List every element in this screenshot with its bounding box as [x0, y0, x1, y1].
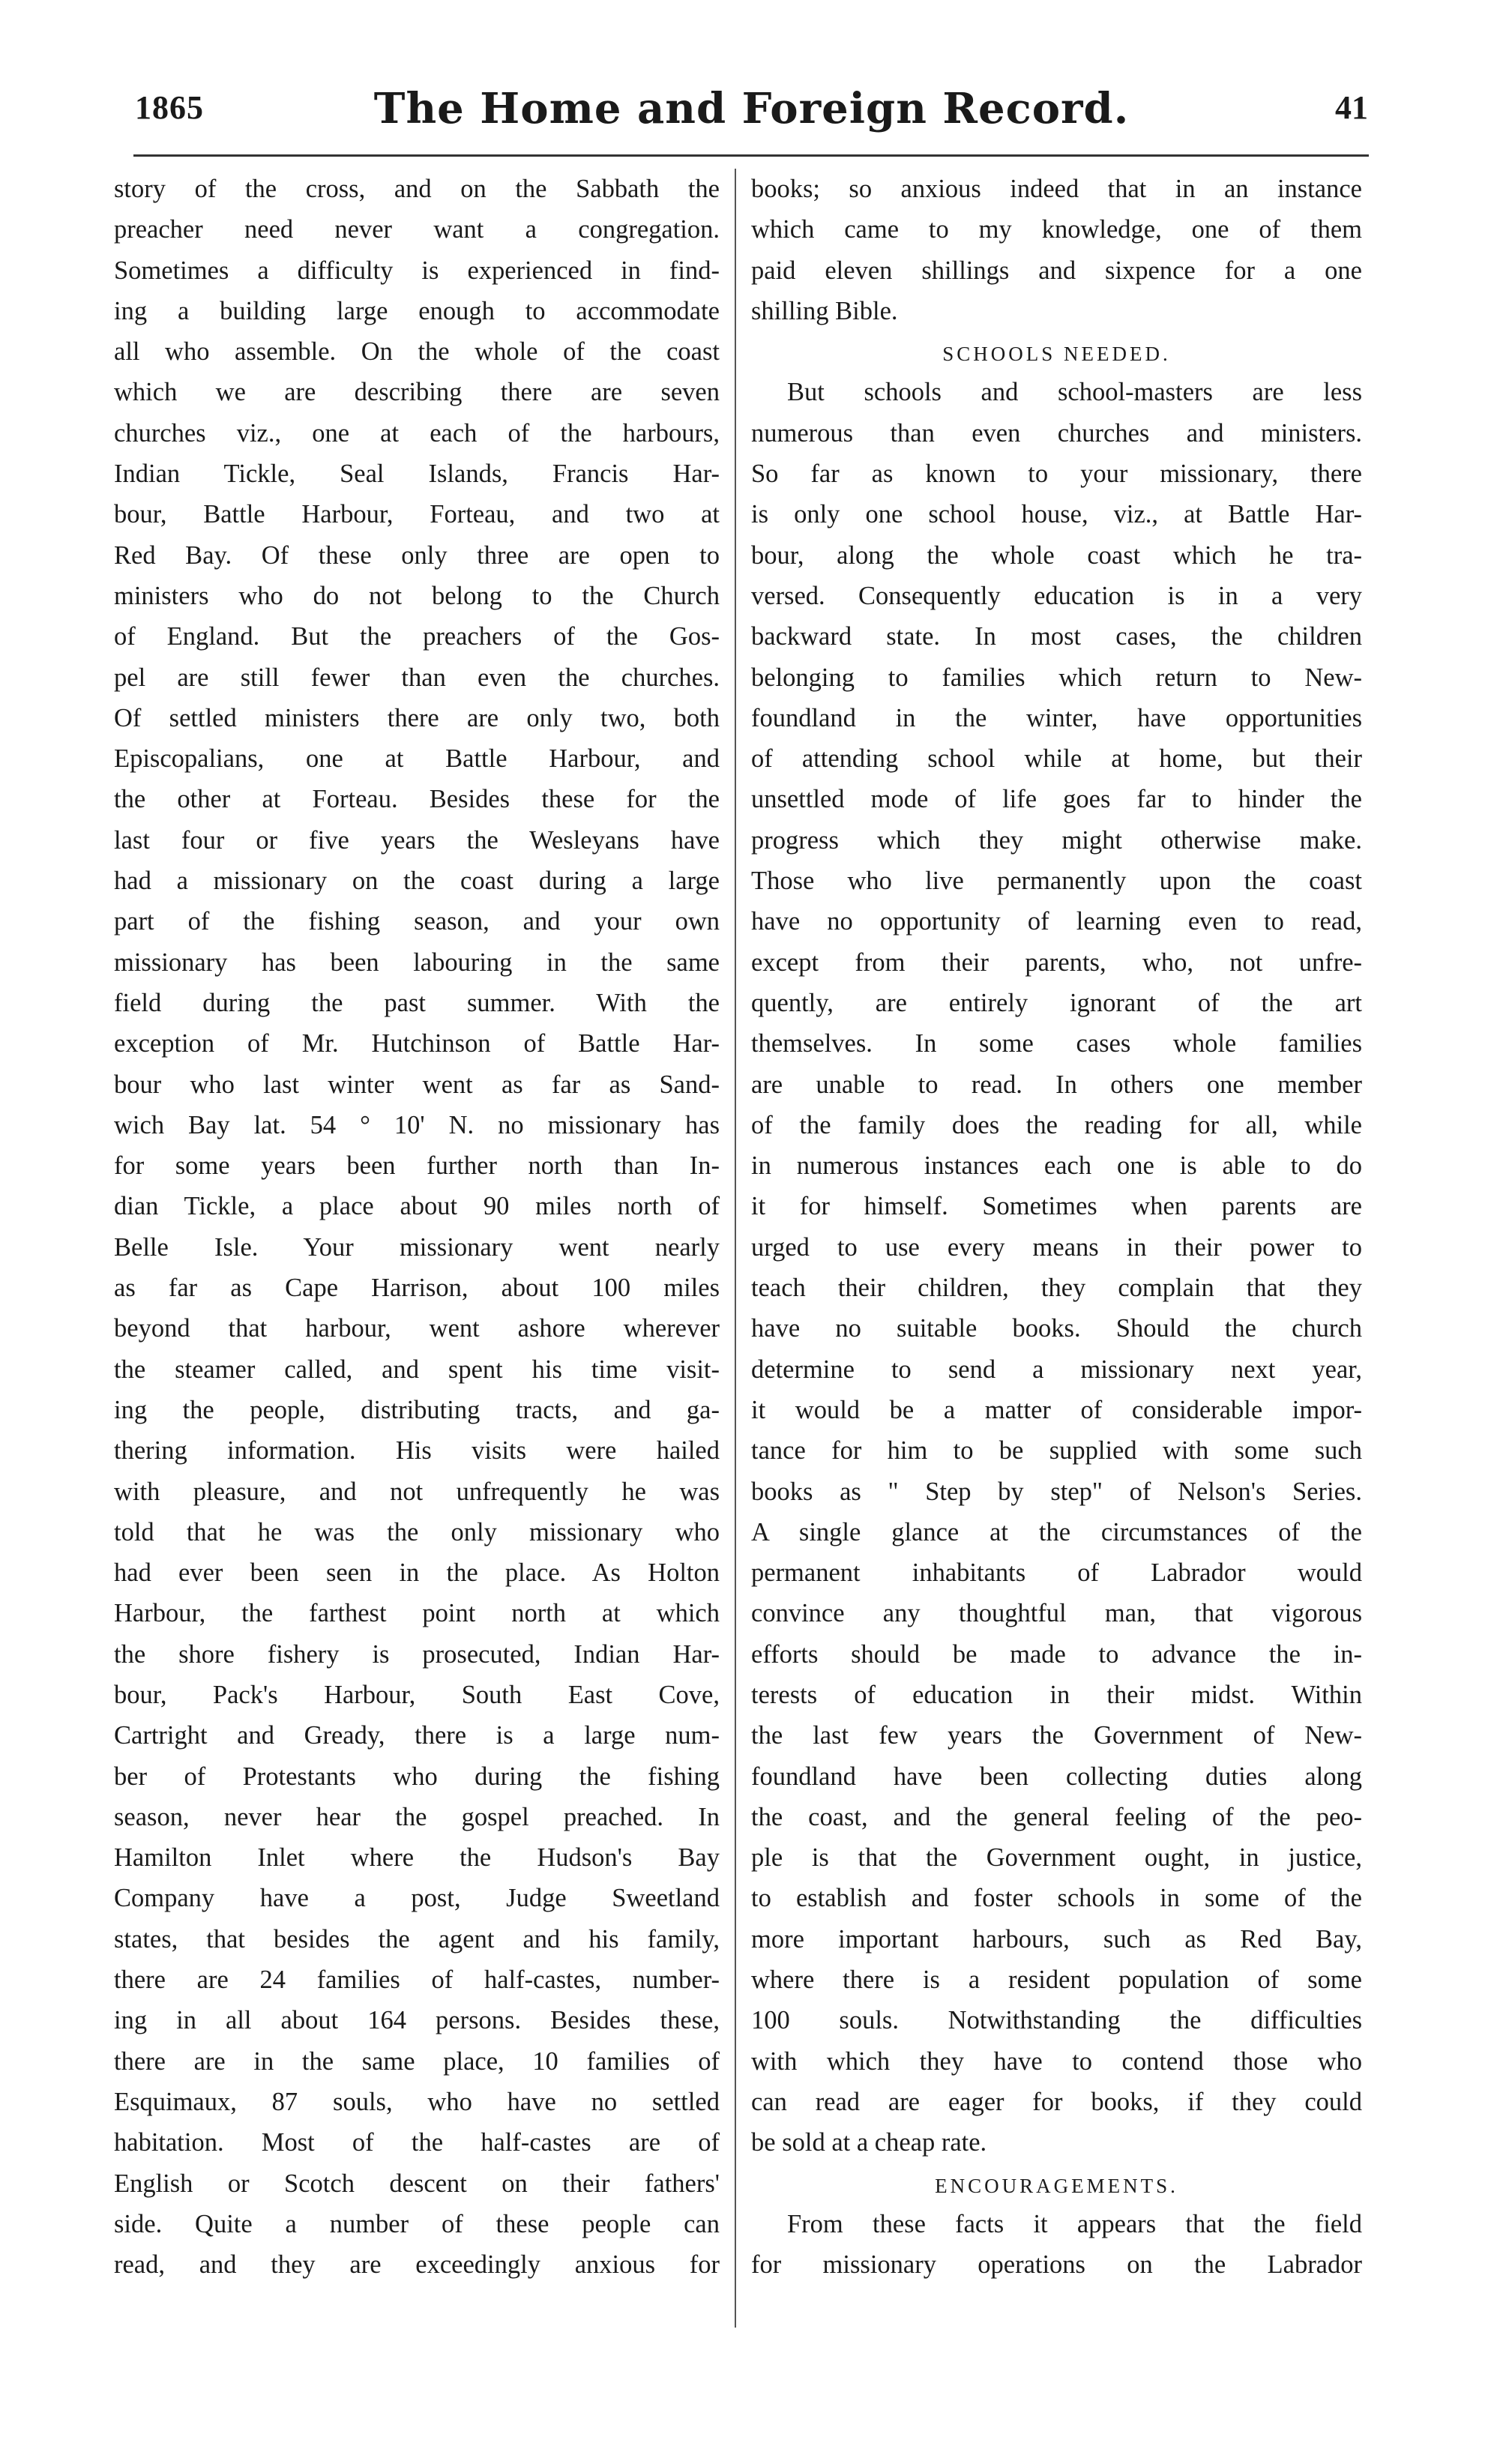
text-line: which came to my knowledge, one of them — [751, 215, 1362, 244]
journal-title: The Home and Foreign Record. — [373, 84, 1130, 133]
text-line: Harbour, the farthest point north at which — [114, 1599, 720, 1628]
text-line: bour who last winter went as far as Sand- — [114, 1070, 720, 1099]
text-line: numerous than even churches and ministers. — [751, 418, 1362, 448]
text-line: versed. Consequently education is in a very — [751, 581, 1362, 610]
text-line: which we are describing there are seven — [114, 378, 720, 407]
text-line: urged to use every means in their power to — [751, 1232, 1362, 1262]
text-line: of the family does the reading for all, while — [751, 1110, 1362, 1139]
text-line: of England. But the preachers of the Gos- — [114, 622, 720, 651]
text-line: had a missionary on the coast during a large — [114, 867, 720, 896]
column-divider — [735, 169, 736, 2328]
text-line: of attending school while at home, but their — [751, 744, 1362, 774]
text-line: story of the cross, and on the Sabbath the — [114, 175, 720, 203]
text-line: where there is a resident population of some — [751, 1966, 1362, 1995]
text-line: Belle Isle. Your missionary went nearly — [114, 1232, 720, 1262]
right-column — [751, 169, 1362, 2285]
section-heading-schools-needed: SCHOOLS NEEDED. — [942, 343, 1171, 366]
text-line: last four or five years the Wesleyans have — [114, 825, 720, 855]
text-line: paid eleven shillings and sixpence for a one — [751, 256, 1362, 285]
text-line: ministers who do not belong to the Church — [114, 581, 720, 610]
text-line: shilling Bible. — [751, 296, 898, 325]
text-line: are unable to read. In others one member — [751, 1070, 1362, 1099]
text-line: the last few years the Government of New- — [751, 1721, 1362, 1750]
text-line: read, and they are exceedingly anxious for — [114, 2250, 720, 2280]
text-line: ing a building large enough to accommodate — [114, 296, 720, 325]
text-line: belonging to families which return to New- — [751, 663, 1362, 692]
text-line: Indian Tickle, Seal Islands, Francis Har- — [114, 460, 720, 489]
header-year: 1865 — [135, 89, 204, 126]
text-line: in numerous instances each one is able to do — [751, 1151, 1362, 1181]
text-line: unsettled mode of life goes far to hinder the — [751, 785, 1362, 814]
text-line: the coast, and the general feeling of the peo- — [751, 1802, 1362, 1831]
text-line: it for himself. Sometimes when parents are — [751, 1192, 1362, 1221]
text-line: ple is that the Government ought, in justice, — [751, 1843, 1362, 1873]
text-line: permanent inhabitants of Labrador would — [751, 1558, 1362, 1588]
text-line: English or Scotch descent on their fathers' — [114, 2169, 720, 2198]
text-line: exception of Mr. Hutchinson of Battle Har- — [114, 1029, 720, 1058]
text-line: there are 24 families of half-castes, number- — [114, 1966, 720, 1995]
text-line: convince any thoughtful man, that vigorous — [751, 1599, 1362, 1628]
text-line: told that he was the only missionary who — [114, 1517, 720, 1546]
text-line: Episcopalians, one at Battle Harbour, and — [114, 744, 720, 774]
text-line: 100 souls. Notwithstanding the difficulties — [751, 2006, 1362, 2035]
text-line: side. Quite a number of these people can — [114, 2209, 720, 2238]
section-heading-encouragements: ENCOURAGEMENTS. — [935, 2174, 1178, 2197]
text-line: progress which they might otherwise make. — [751, 825, 1362, 855]
text-line: quently, are entirely ignorant of the art — [751, 988, 1362, 1017]
text-line: preacher need never want a congregation. — [114, 215, 720, 244]
text-line: Those who live permanently upon the coast — [751, 867, 1362, 896]
text-line: ing the people, distributing tracts, and ga- — [114, 1395, 720, 1424]
text-line: be sold at a cheap rate. — [751, 2128, 987, 2157]
text-line: books; so anxious indeed that in an instance — [751, 175, 1362, 203]
text-line: Hamilton Inlet where the Hudson's Bay — [114, 1843, 720, 1873]
text-line: Cartright and Gready, there is a large num- — [114, 1721, 720, 1750]
text-line: ing in all about 164 persons. Besides these, — [114, 2006, 720, 2035]
text-line: except from their parents, who, not unfre- — [751, 948, 1362, 977]
text-line: foundland have been collecting duties along — [751, 1762, 1362, 1791]
text-line: So far as known to your missionary, there — [751, 460, 1362, 489]
header-rule — [133, 154, 1369, 157]
text-line: churches viz., one at each of the harbours, — [114, 418, 720, 448]
text-line: beyond that harbour, went ashore wherever — [114, 1314, 720, 1343]
text-line: season, never hear the gospel preached. In — [114, 1802, 720, 1831]
text-line: habitation. Most of the half-castes are of — [114, 2128, 720, 2157]
text-line: dian Tickle, a place about 90 miles north of — [114, 1192, 720, 1221]
text-line: the other at Forteau. Besides these for the — [114, 785, 720, 814]
text-line: teach their children, they complain that they — [751, 1274, 1362, 1303]
text-line: with which they have to contend those who — [751, 2046, 1362, 2076]
text-line: more important harbours, such as Red Bay, — [751, 1924, 1362, 1954]
text-line: tance for him to be supplied with some such — [751, 1436, 1362, 1466]
text-line: field during the past summer. With the — [114, 988, 720, 1017]
text-line: A single glance at the circumstances of the — [751, 1517, 1362, 1546]
text-line: it would be a matter of considerable impor- — [751, 1395, 1362, 1424]
text-line: for some years been further north than In- — [114, 1151, 720, 1181]
text-line: terests of education in their midst. Within — [751, 1680, 1362, 1709]
text-line: had ever been seen in the place. As Holton — [114, 1558, 720, 1588]
text-line: But schools and school-masters are less — [787, 378, 1362, 407]
text-line: wich Bay lat. 54 ° 10' N. no missionary has — [114, 1110, 720, 1139]
text-line: with pleasure, and not unfrequently he was — [114, 1477, 720, 1506]
text-line: themselves. In some cases whole families — [751, 1029, 1362, 1058]
text-line: foundland in the winter, have opportunities — [751, 703, 1362, 732]
text-line: bour, Battle Harbour, Forteau, and two at — [114, 500, 720, 529]
text-line: the steamer called, and spent his time visit- — [114, 1355, 720, 1384]
text-line: thering information. His visits were hailed — [114, 1436, 720, 1466]
text-line: have no opportunity of learning even to read, — [751, 907, 1362, 936]
text-line: for missionary operations on the Labrador — [751, 2250, 1362, 2280]
text-line: Company have a post, Judge Sweetland — [114, 1884, 720, 1913]
text-line: to establish and foster schools in some of the — [751, 1884, 1362, 1913]
text-line: efforts should be made to advance the in- — [751, 1639, 1362, 1669]
text-line: pel are still fewer than even the churches. — [114, 663, 720, 692]
text-line: bour, along the whole coast which he tra- — [751, 540, 1362, 570]
running-header — [135, 84, 1368, 148]
text-line: Of settled ministers there are only two, both — [114, 703, 720, 732]
text-line: From these facts it appears that the field — [787, 2209, 1362, 2238]
left-column — [114, 169, 720, 2285]
text-line: all who assemble. On the whole of the coast — [114, 337, 720, 367]
text-line: the shore fishery is prosecuted, Indian Har- — [114, 1639, 720, 1669]
text-line: is only one school house, viz., at Battle Har- — [751, 500, 1362, 529]
text-line: can read are eager for books, if they could — [751, 2087, 1362, 2116]
text-line: part of the fishing season, and your own — [114, 907, 720, 936]
text-line: determine to send a missionary next year, — [751, 1355, 1362, 1384]
text-line: there are in the same place, 10 families of — [114, 2046, 720, 2076]
text-line: books as " Step by step" of Nelson's Series. — [751, 1477, 1362, 1506]
text-line: have no suitable books. Should the church — [751, 1314, 1362, 1343]
text-line: Esquimaux, 87 souls, who have no settled — [114, 2087, 720, 2116]
text-line: missionary has been labouring in the same — [114, 948, 720, 977]
text-line: backward state. In most cases, the children — [751, 622, 1362, 651]
text-line: Red Bay. Of these only three are open to — [114, 540, 720, 570]
text-line: as far as Cape Harrison, about 100 miles — [114, 1274, 720, 1303]
text-line: states, that besides the agent and his family, — [114, 1924, 720, 1954]
text-line: Sometimes a difficulty is experienced in find- — [114, 256, 720, 285]
page-number: 41 — [1335, 89, 1368, 126]
text-line: ber of Protestants who during the fishing — [114, 1762, 720, 1791]
text-line: bour, Pack's Harbour, South East Cove, — [114, 1680, 720, 1709]
